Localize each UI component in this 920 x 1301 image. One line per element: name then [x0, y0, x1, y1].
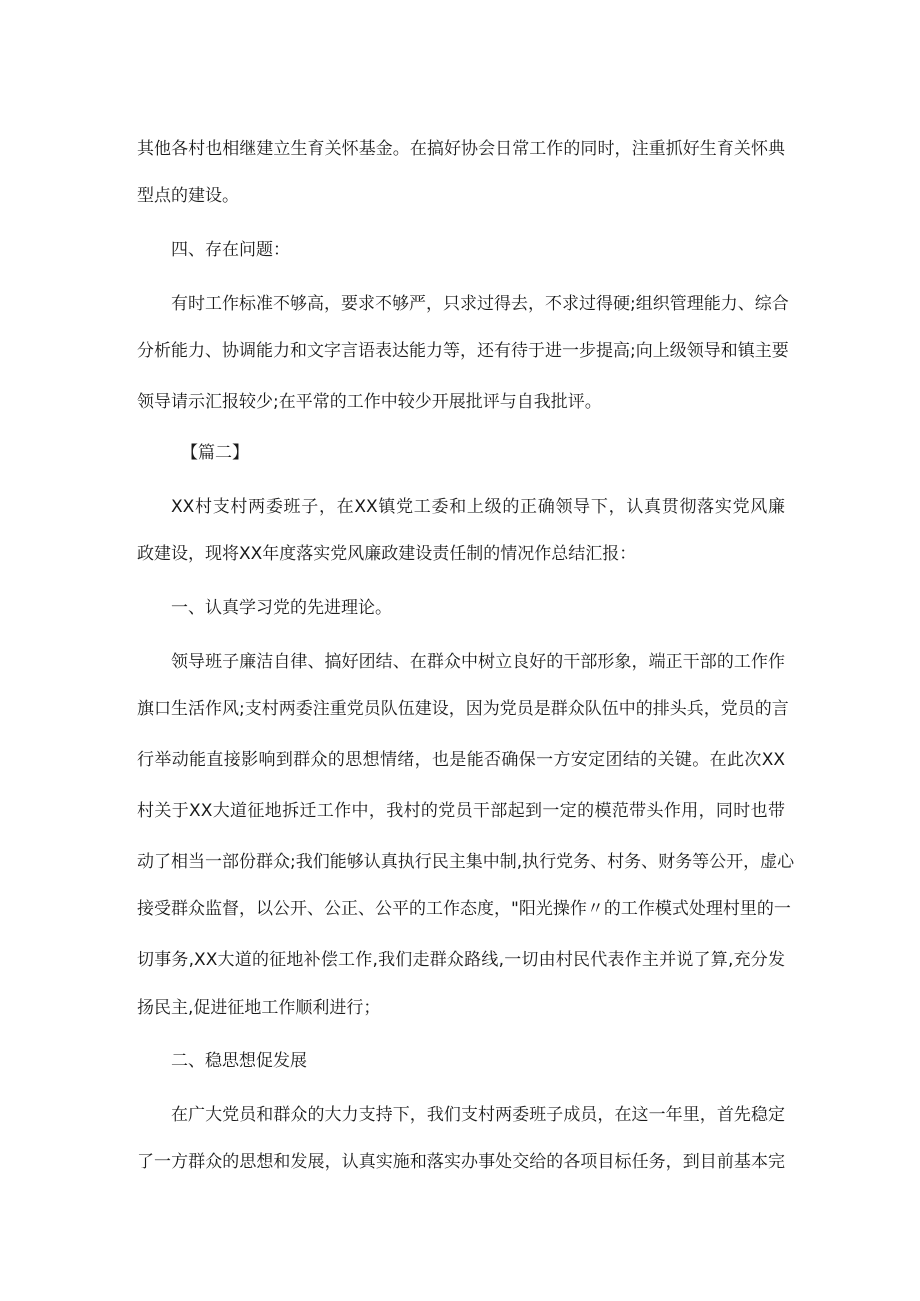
paragraph-line: 旗口生活作风;支村两委注重党员队伍建设，因为党员是群众队伍中的排头兵，党员的言: [137, 699, 789, 719]
paragraph-line: 分析能力、协调能力和文字言语表达能力等，还有待于进一步提高;向上级领导和镇主要: [137, 341, 789, 361]
paragraph-line: 切事务,XX大道的征地补偿工作,我们走群众路线,一切由村民代表作主并说了算,充分发: [137, 950, 785, 970]
section-heading-problems: 四、存在问题：: [171, 240, 290, 260]
paragraph-line: 其他各村也相继建立生育关怀基金。在搞好协会日常工作的同时，注重抓好生育关怀典: [137, 139, 785, 159]
paragraph-line: 了一方群众的思想和发展，认真实施和落实办事处交给的各项目标任务，到目前基本完: [137, 1152, 785, 1172]
paragraph-line: 领导班子廉洁自律、搞好团结、在群众中树立良好的干部形象，端正干部的工作作: [171, 652, 785, 672]
paragraph-line: 扬民主,促进征地工作顺利进行；: [137, 998, 381, 1018]
paragraph-line: 在广大党员和群众的大力支持下，我们支村两委班子成员，在这一年里，首先稳定: [171, 1105, 785, 1125]
part-two-heading: 【篇二】: [181, 443, 249, 463]
paragraph-line: 村关于XX大道征地拆迁工作中，我村的党员干部起到一定的模范带头作用，同时也带: [137, 801, 785, 821]
section-heading-two: 二、稳思想促发展: [171, 1051, 307, 1071]
paragraph-line: 动了相当一部份群众;我们能够认真执行民主集中制,执行党务、村务、财务等公开，虚心: [137, 852, 795, 872]
paragraph-line: 型点的建设。: [137, 186, 239, 206]
paragraph-line: 政建设，现将XX年度落实党风廉政建设责任制的情况作总结汇报：: [137, 544, 637, 564]
paragraph-line: 领导请示汇报较少;在平常的工作中较少开展批评与自我批评。: [137, 392, 602, 412]
paragraph-line: 接受群众监督，以公开、公正、公平的工作态度，"阳光操作〃的工作模式处理村里的一: [137, 899, 791, 919]
paragraph-line: 有时工作标准不够高，要求不够严，只求过得去，不求过得硬;组织管理能力、综合: [171, 294, 789, 314]
section-heading-one: 一、认真学习党的先进理论。: [171, 598, 392, 618]
paragraph-line: 行举动能直接影响到群众的思想情绪，也是能否确保一方安定团结的关键。在此次XX: [137, 750, 785, 770]
paragraph-line: XX村支村两委班子，在XX镇党工委和上级的正确领导下，认真贯彻落实党风廉: [171, 497, 785, 517]
